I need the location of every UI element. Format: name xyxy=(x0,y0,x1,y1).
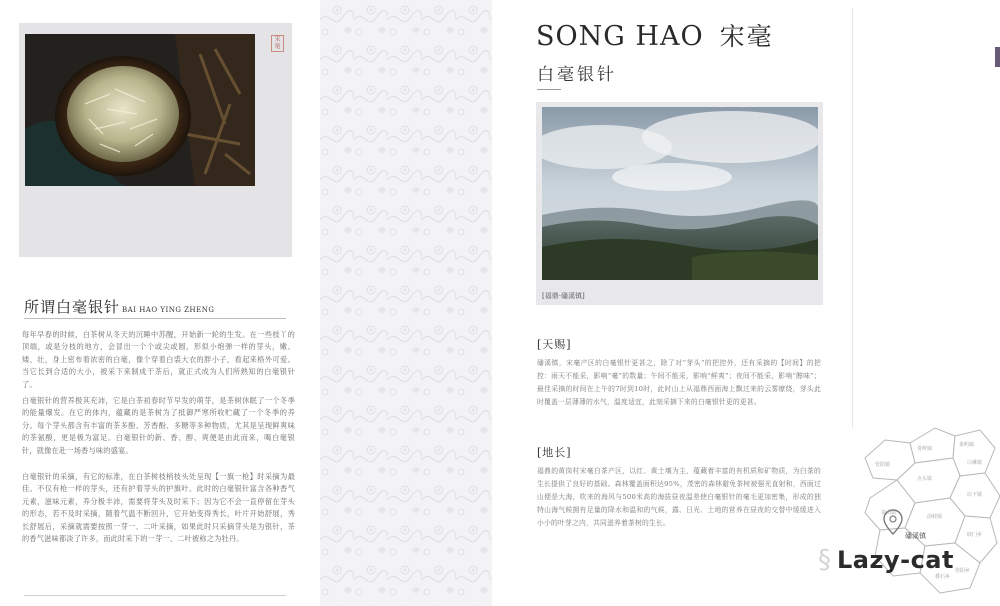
map-label-3: 管阳镇 xyxy=(875,462,891,468)
map-label-10: 叠石乡 xyxy=(935,574,951,580)
section-title-en: BAI HAO YING ZHENG xyxy=(122,306,215,314)
map-label-4: 点头镇 xyxy=(917,476,933,482)
map-label-9: 嵛山镇 xyxy=(881,510,897,516)
map-label-11: 佳阳乡 xyxy=(955,568,971,574)
map-label-1: 秦屿镇 xyxy=(959,442,975,448)
lazycat-logo-icon: § xyxy=(818,545,831,575)
watermark xyxy=(818,545,954,575)
left-paragraph-3: 白毫银针的采摘，有它的标准，在白茶树枝梢枝头处呈现【一旗一枪】时采摘为最佳。不仅有枪一样的芽头，还有护着芽头的护旗叶。此时的白毫银针富含各种香气元素，滋味元素，养分极丰沛，需要将芽头及时采下；因为它不会一直停留在芽头的形态，若不及时采摘，随着气温不断回升，它开始变得秀长，叶片开始舒展，秀长舒展后，采摘就需要按照一芽一、二叶采摘，如果此时只采摘芽头是为银针，茶的香气滋味都淡了许多，而此时采下的一芽一、二叶被称之为牡丹。 xyxy=(22,472,295,544)
left-paragraph-2: 白毫银针的营养极其充沛，它是白茶初春时节早发的萌芽，是茶树休眠了一个冬季的能量爆发。在它的体内，蕴藏的是茶树为了抵御严寒所收贮藏了一个冬季的养分。每个芽头都含有丰富的茶多酚、芳香酚、多糖等多种物质，尤其是呈现鲜爽味的茶氨酸，更是极为富足。白毫银针的新、香、醇、爽便是由此而来，喝白毫银针，就像在赴一场香与味的盛宴。 xyxy=(22,396,295,455)
map-label-0: 贯岭镇 xyxy=(917,446,933,452)
brand-title xyxy=(536,17,774,53)
section-text-tianci: 磻溪镇，宋毫产区的白毫银针更甚之，除了对“芽头”的把控外，还有采摘的【时间】的把控：雨天不能采，影响“毫”的数量；午间不能采，影响“鲜爽”；夜间不能采，影响“醇味”；最佳采摘的时间在上午的7时到10时，此时山上从福鼎西面海上飘过来的云雾缭绕，芽头此时覆盖一层薄薄的水气，温度适宜，此刻采摘下来的白毫银针更的更甚。 xyxy=(537,359,821,406)
brand-name-en: SONG HAO xyxy=(536,21,704,52)
map-label-2: 白琳镇 xyxy=(967,460,983,466)
map-label-6: 前岐镇 xyxy=(927,514,943,520)
map-marker-label: 磻溪镇 xyxy=(905,532,926,540)
section-title xyxy=(24,296,214,317)
product-underline xyxy=(537,89,561,90)
watermark-text: Lazy-cat xyxy=(837,546,954,574)
section-heading-dichang: [地长] xyxy=(537,446,572,459)
red-seal-stamp: 宋毫 xyxy=(271,35,284,52)
landscape-photo xyxy=(542,107,818,280)
photo-caption: [福鼎·磻溪镇] xyxy=(542,292,585,300)
page-divider xyxy=(852,8,853,428)
title-underline xyxy=(24,318,286,319)
section-heading-tianci: [天赐] xyxy=(537,338,572,351)
tea-leaves-photo xyxy=(25,34,255,186)
bottom-divider xyxy=(24,595,286,596)
section-title-cn: 所谓白毫银针 xyxy=(24,298,121,316)
map-label-7: 硖门乡 xyxy=(967,532,983,538)
brand-name-cn: 宋毫 xyxy=(719,22,774,51)
left-paragraph-1: 每年早春的时候，白茶树从冬天的沉睡中苏醒，开始新一轮的生发。在一些枝丫的顶端，或是分枝的地方，会冒出一个个或尖或圆，形似小炮弹一样的芽头，嫩、矮、壮，身上密布着浓密的白毫，像个穿着白裘大衣的胖小子，看起来格外可爱。当它长到合适的大小，被采下来制成干茶后，就正式成为人们所熟知的白毫银针了。 xyxy=(22,330,295,389)
region-map xyxy=(855,418,1000,606)
decorative-pattern-strip xyxy=(320,0,492,606)
map-label-5: 店下镇 xyxy=(967,492,983,498)
page-tab-marker xyxy=(995,47,1000,67)
section-text-dichang: 福鼎的黄岗村宋毫白茶产区，以红、黄土壤为主，蕴藏着丰富的有机质和矿物质，为白茶的生长提供了良好的基础。森林覆盖面积达95%，茂密的森林避免茶树被强光直射和，西面过山便是大海，吹来的海风与500米高的海拔昼夜温差使白毫银针的毫毛更加密集，形成的独特山海气候拥有足量的降水和温和的气候，露、日光、土地的营养在昼夜的交替中缓缓进入小小的叶芽之内，共同滋养着茶树的生长。 xyxy=(537,467,821,527)
product-name: 白毫银针 xyxy=(537,65,617,85)
